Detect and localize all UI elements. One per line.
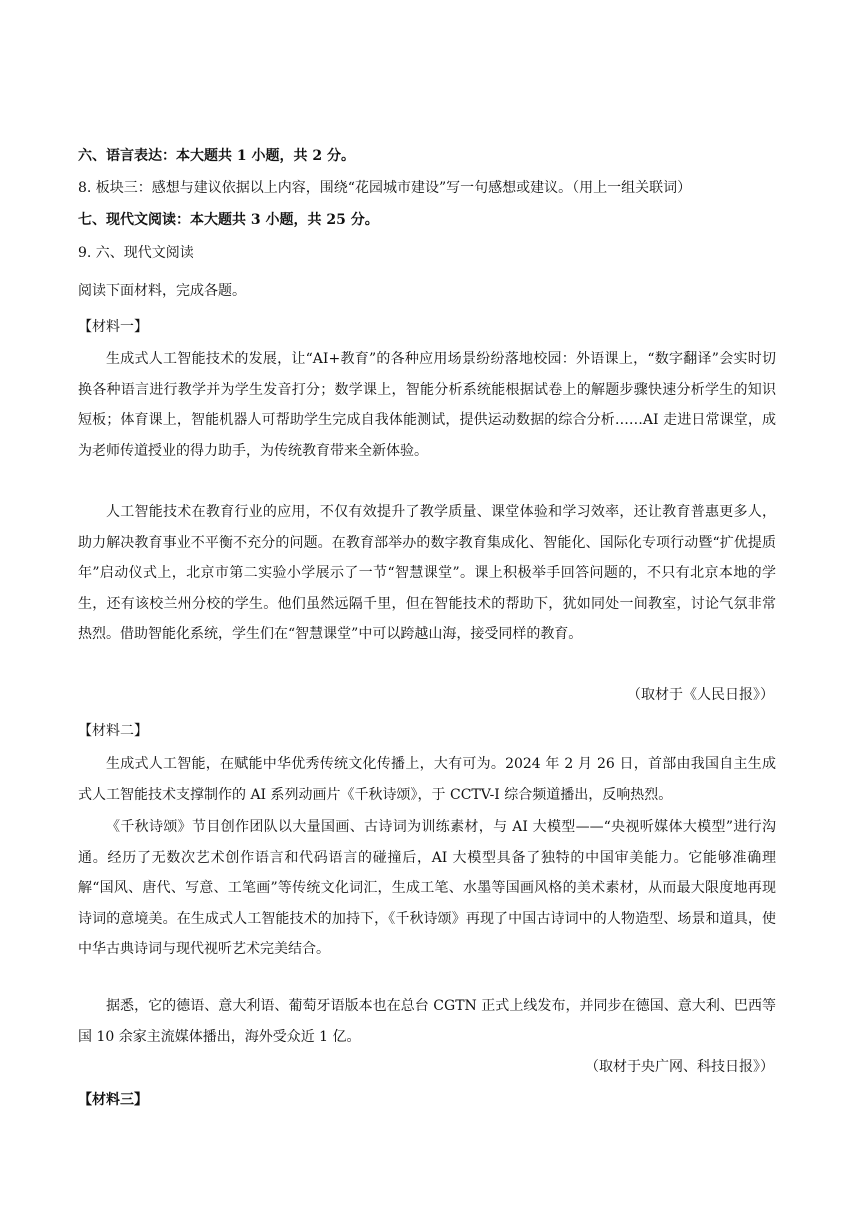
question-9-title: 9. 六、现代文阅读 bbox=[78, 245, 194, 261]
material-two-paragraph-1: 生成式人工智能，在赋能中华优秀传统文化传播上，大有可为。2024 年 2 月 26 日，首部由我国自主生成式人工智能技术支撑制作的 AI 系列动画片《千秋诗颂》，于 CCTV-I 综合频道播出，反响热烈。 bbox=[78, 756, 776, 803]
question-8: 8. 板块三：感想与建议依据以上内容，围绕“花园城市建设”写一句感想或建议。（用上一组关联词） bbox=[78, 180, 692, 196]
material-one-paragraph-1: 生成式人工智能技术的发展，让“AI+教育”的各种应用场景纷纷落地校园：外语课上，“数字翻译”会实时切换各种语言进行教学并为学生发音打分；数学课上，智能分析系统能根据试卷上的解题步骤快速分析学生的知识短板；体育课上，智能机器人可帮助学生完成自我体能测试，提供运动数据的综合分析……AI 走进日常课堂，成为老师传道授业的得力助手，为传统教育带来全新体验。 bbox=[78, 351, 776, 459]
material-two-paragraph-3: 据悉，它的德语、意大利语、葡萄牙语版本也在总台 CGTN 正式上线发布，并同步在德国、意大利、巴西等国 10 余家主流媒体播出，海外受众近 1 亿。 bbox=[78, 998, 776, 1045]
section-six-heading: 六、语言表达：本大题共 1 小题，共 2 分。 bbox=[78, 148, 355, 164]
material-three-label: 【材料三】 bbox=[78, 1092, 148, 1108]
material-one-paragraph-2: 人工智能技术在教育行业的应用，不仅有效提升了教学质量、课堂体验和学习效率，还让教育普惠更多人，助力解决教育事业不平衡不充分的问题。在教育部举办的数字教育集成化、智能化、国际化专项行动暨“扩优提质年”启动仪式上，北京市第二实验小学展示了一节“智慧课堂”。课上积极举手回答问题的，不只有北京本地的学生，还有该校兰州分校的学生。他们虽然远隔千里，但在智能技术的帮助下，犹如同处一间教室，讨论气氛非常热烈。借助智能化系统，学生们在“智慧课堂”中可以跨越山海，接受同样的教育。 bbox=[78, 504, 776, 642]
material-two-label: 【材料二】 bbox=[78, 723, 148, 739]
section-seven-heading: 七、现代文阅读：本大题共 3 小题，共 25 分。 bbox=[78, 212, 379, 228]
material-one-label: 【材料一】 bbox=[78, 319, 148, 335]
reading-instruction: 阅读下面材料，完成各题。 bbox=[78, 283, 246, 299]
material-two-paragraph-2: 《千秋诗颂》节目创作团队以大量国画、古诗词为训练素材，与 AI 大模型——“央视听媒体大模型”进行沟通。经历了无数次艺术创作语言和代码语言的碰撞后，AI 大模型具备了独特的中国审美能力。它能够准确理解“国风、唐代、写意、工笔画”等传统文化词汇，生成工笔、水墨等国画风格的美术素材，从而最大限度地再现诗词的意境美。在生成式人工智能技术的加持下，《千秋诗颂》再现了中国古诗词中的人物造型、场景和道具，使中华古典诗词与现代视听艺术完美结合。 bbox=[78, 819, 776, 957]
material-two-source: （取材于央广网、科技日报》） bbox=[585, 1059, 774, 1075]
material-one-source: （取材于《人民日报》） bbox=[627, 687, 774, 703]
